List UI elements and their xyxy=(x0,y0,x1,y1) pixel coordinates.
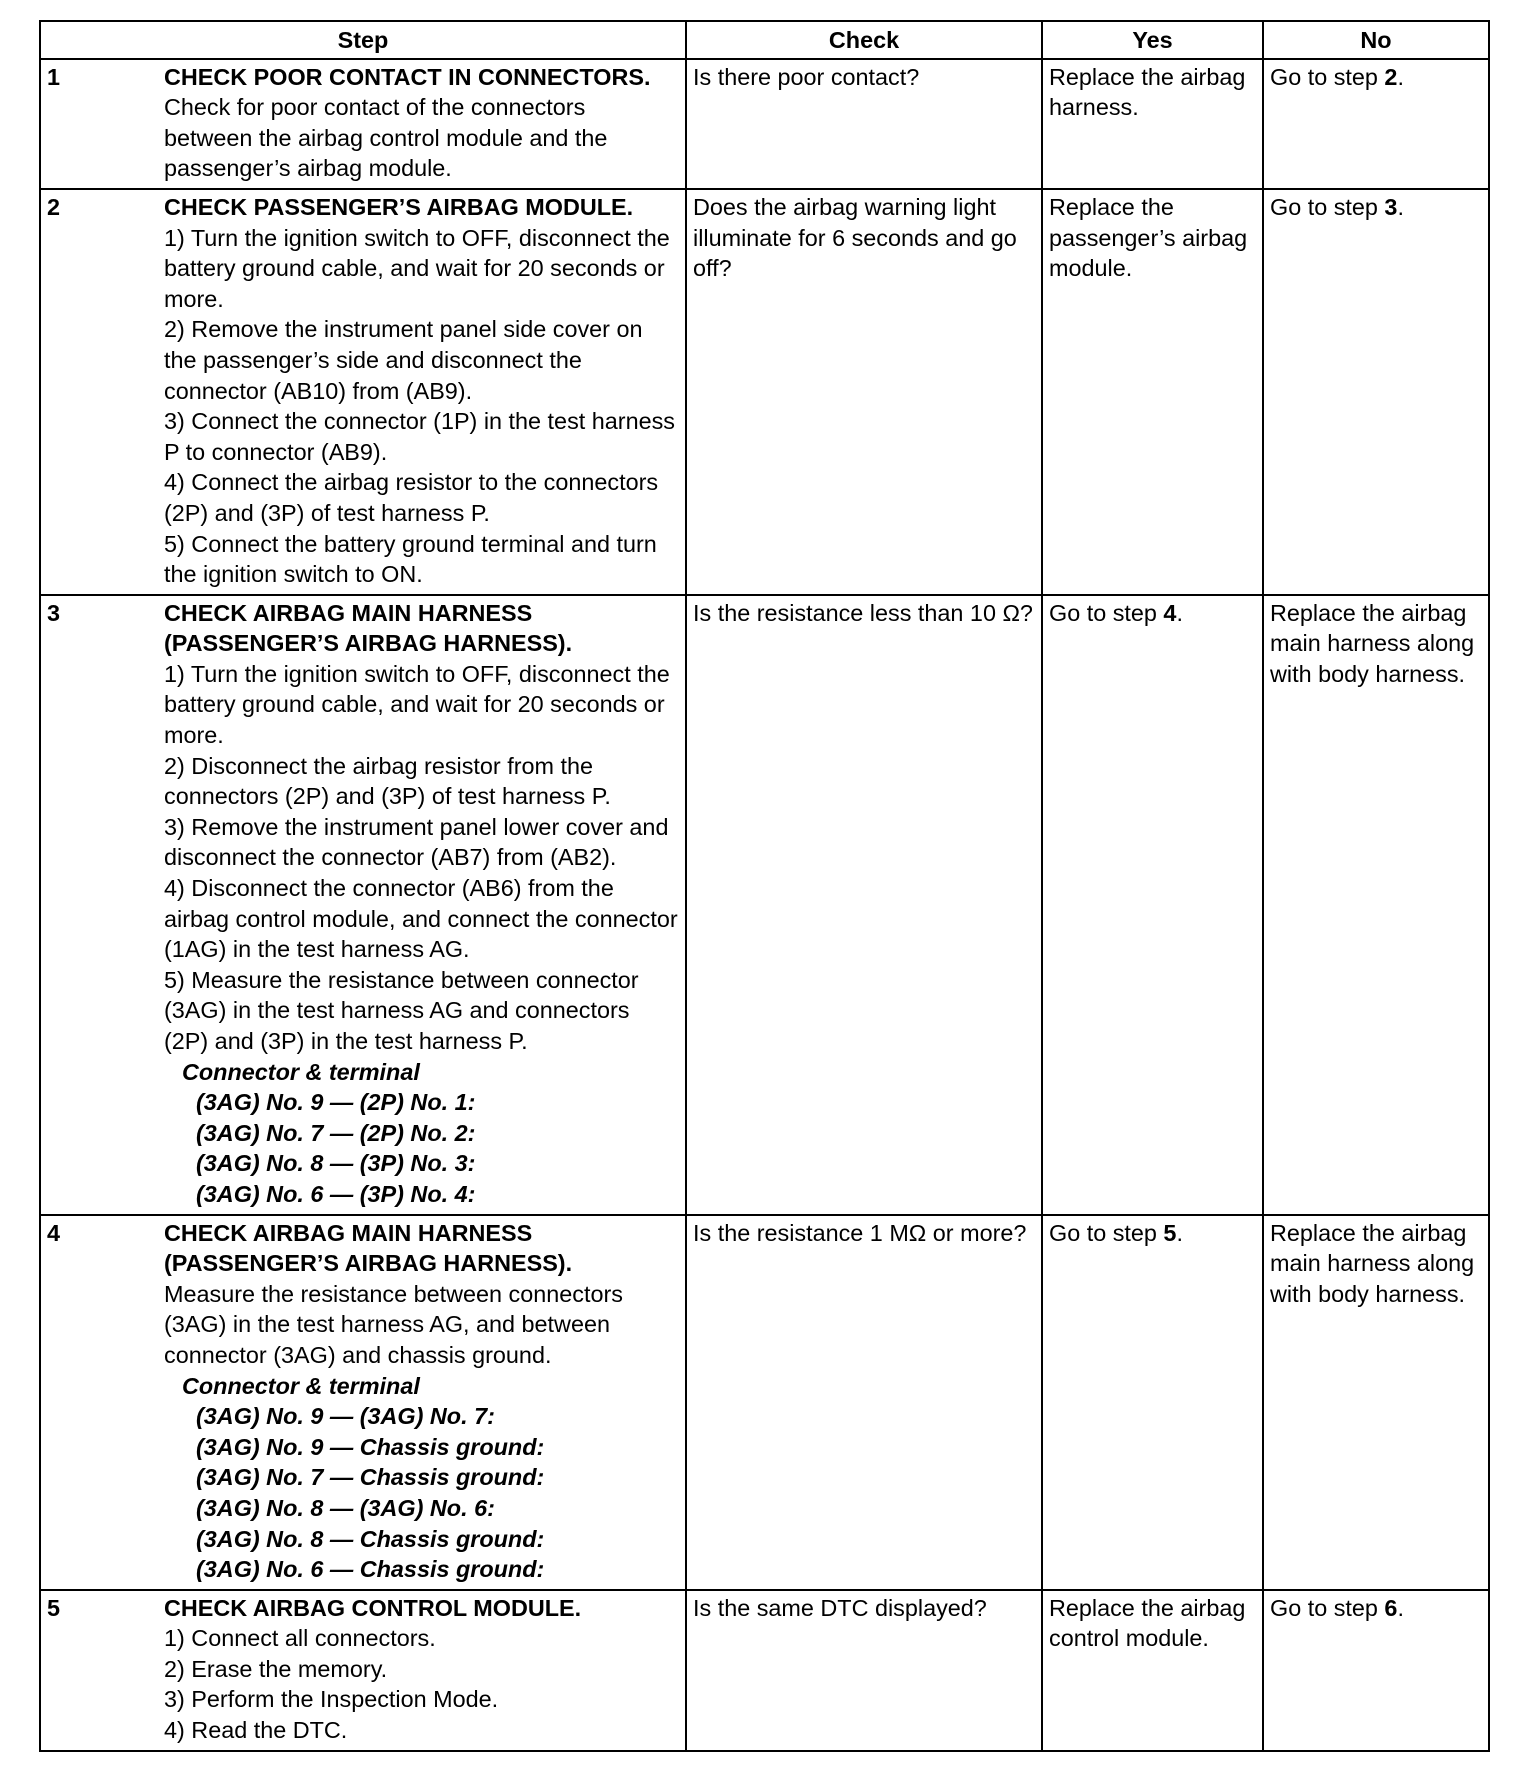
step-number: 4 xyxy=(47,1219,61,1246)
step-title: CHECK AIRBAG CONTROL MODULE. xyxy=(164,1594,582,1621)
no-step-number: 2 xyxy=(1384,63,1398,90)
step-cell xyxy=(40,59,686,189)
step-instruction: 4) Disconnect the connector (AB6) from the airbag control module, and connect the connector (1AG) in the test harness AG. xyxy=(164,875,678,963)
no-cell xyxy=(1263,189,1489,595)
no-cell: Replace the airbag main harness along with body harness. xyxy=(1263,1215,1489,1590)
connector-terminal-line: (3AG) No. 9 — (2P) No. 1: xyxy=(196,1089,476,1116)
no-text: Go to step xyxy=(1270,1594,1385,1621)
step-cell xyxy=(40,1215,686,1590)
table-row-step-3 xyxy=(40,595,1489,1215)
step-number: 3 xyxy=(47,599,61,626)
no-text: Go to step xyxy=(1270,63,1385,90)
connector-terminal-heading: Connector & terminal xyxy=(182,1372,420,1399)
step-instruction: 1) Connect all connectors. xyxy=(164,1625,436,1652)
no-cell xyxy=(1263,1590,1489,1751)
connector-terminal-line: (3AG) No. 8 — (3AG) No. 6: xyxy=(196,1494,495,1521)
no-text: Go to step xyxy=(1270,193,1385,220)
step-instruction: 4) Connect the airbag resistor to the connectors (2P) and (3P) of test harness P. xyxy=(164,469,659,526)
step-title: CHECK PASSENGER’S AIRBAG MODULE. xyxy=(164,193,634,220)
header-yes: Yes xyxy=(1042,21,1263,59)
header-row xyxy=(40,21,1489,59)
step-title: CHECK AIRBAG MAIN HARNESS (PASSENGER’S AIRBAG HARNESS). xyxy=(164,1219,573,1277)
check-cell: Is there poor contact? xyxy=(686,59,1042,189)
connector-terminal-line: (3AG) No. 8 — (3P) No. 3: xyxy=(196,1150,476,1177)
no-suffix: . xyxy=(1397,193,1404,220)
header-step: Step xyxy=(40,21,686,59)
yes-cell: Replace the airbag harness. xyxy=(1042,59,1263,189)
step-instruction: 3) Remove the instrument panel lower cover and disconnect the connector (AB7) from (AB2). xyxy=(164,813,669,871)
yes-suffix: . xyxy=(1176,599,1183,626)
step-title: CHECK AIRBAG MAIN HARNESS (PASSENGER’S AIRBAG HARNESS). xyxy=(164,599,573,657)
check-cell: Is the resistance 1 MΩ or more? xyxy=(686,1215,1042,1590)
table-row-step-2 xyxy=(40,189,1489,595)
yes-suffix: . xyxy=(1176,1219,1183,1246)
step-instruction: 2) Erase the memory. xyxy=(164,1655,388,1682)
no-cell xyxy=(1263,59,1489,189)
step-instruction: 3) Perform the Inspection Mode. xyxy=(164,1686,499,1713)
step-title: CHECK POOR CONTACT IN CONNECTORS. xyxy=(164,63,651,90)
connector-terminal-heading: Connector & terminal xyxy=(182,1058,420,1085)
step-cell xyxy=(40,189,686,595)
header-no: No xyxy=(1263,21,1489,59)
yes-cell: Replace the airbag control module. xyxy=(1042,1590,1263,1751)
yes-text: Go to step xyxy=(1049,599,1164,626)
step-instruction: 4) Read the DTC. xyxy=(164,1717,348,1744)
step-cell xyxy=(40,1590,686,1751)
step-instruction: Check for poor contact of the connectors between the airbag control module and the passenger’s airbag module. xyxy=(164,94,608,182)
step-cell xyxy=(40,595,686,1215)
header-check: Check xyxy=(686,21,1042,59)
no-step-number: 3 xyxy=(1384,193,1398,220)
connector-terminal-line: (3AG) No. 6 — (3P) No. 4: xyxy=(196,1180,476,1207)
check-cell: Is the same DTC displayed? xyxy=(686,1590,1042,1751)
connector-terminal-line: (3AG) No. 9 — (3AG) No. 7: xyxy=(196,1403,495,1430)
yes-cell xyxy=(1042,595,1263,1215)
connector-terminal-line: (3AG) No. 7 — Chassis ground: xyxy=(196,1464,545,1491)
step-instruction: 5) Measure the resistance between connector (3AG) in the test harness AG and connectors (2P) and (3P) in the test harness P. xyxy=(164,966,639,1054)
diagnostic-table xyxy=(39,20,1490,1752)
step-instruction: 1) Turn the ignition switch to OFF, disconnect the battery ground cable, and wait for 20 seconds or more. xyxy=(164,224,670,312)
step-instruction: 5) Connect the battery ground terminal and turn the ignition switch to ON. xyxy=(164,530,657,588)
connector-terminal-line: (3AG) No. 8 — Chassis ground: xyxy=(196,1525,545,1552)
no-cell: Replace the airbag main harness along with body harness. xyxy=(1263,595,1489,1215)
check-cell: Is the resistance less than 10 Ω? xyxy=(686,595,1042,1215)
check-cell: Does the airbag warning light illuminate for 6 seconds and go off? xyxy=(686,189,1042,595)
step-instruction: 2) Remove the instrument panel side cover on the passenger’s side and disconnect the connector (AB10) from (AB9). xyxy=(164,316,643,404)
table-row-step-1 xyxy=(40,59,1489,189)
connector-terminal-line: (3AG) No. 6 — Chassis ground: xyxy=(196,1556,545,1583)
step-instruction: 2) Disconnect the airbag resistor from the connectors (2P) and (3P) of test harness P. xyxy=(164,752,611,810)
connector-terminal-line: (3AG) No. 7 — (2P) No. 2: xyxy=(196,1119,476,1146)
step-number: 2 xyxy=(47,193,61,220)
yes-cell: Replace the passenger’s airbag module. xyxy=(1042,189,1263,595)
no-suffix: . xyxy=(1397,63,1404,90)
step-instruction: 3) Connect the connector (1P) in the test harness P to connector (AB9). xyxy=(164,408,675,465)
connector-terminal-line: (3AG) No. 9 — Chassis ground: xyxy=(196,1433,545,1460)
yes-text: Go to step xyxy=(1049,1219,1164,1246)
step-number: 5 xyxy=(47,1594,61,1621)
table-row-step-4 xyxy=(40,1215,1489,1590)
table-row-step-5 xyxy=(40,1590,1489,1751)
yes-cell xyxy=(1042,1215,1263,1590)
yes-step-number: 4 xyxy=(1163,599,1177,626)
yes-step-number: 5 xyxy=(1163,1219,1177,1246)
no-suffix: . xyxy=(1397,1594,1404,1621)
step-number: 1 xyxy=(47,63,61,90)
step-instruction: 1) Turn the ignition switch to OFF, disconnect the battery ground cable, and wait for 20 seconds or more. xyxy=(164,660,670,749)
step-instruction: Measure the resistance between connectors (3AG) in the test harness AG, and between connector (3AG) and chassis ground. xyxy=(164,1280,623,1368)
no-step-number: 6 xyxy=(1384,1594,1398,1621)
